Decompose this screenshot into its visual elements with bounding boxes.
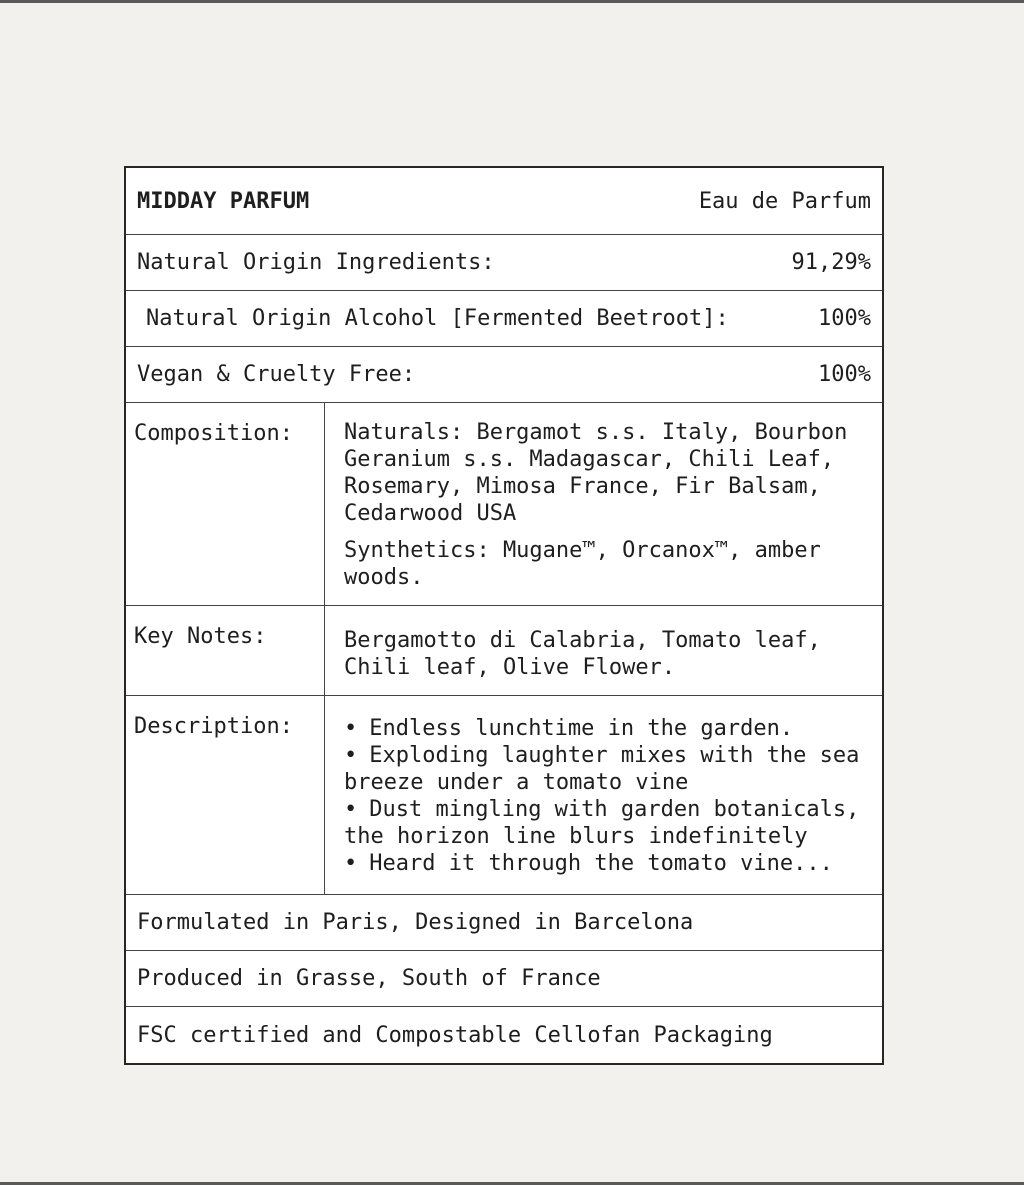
description-bullet-line <box>344 850 874 877</box>
product-info-table <box>124 166 884 1065</box>
stat-label: Vegan & Cruelty Free: <box>137 362 416 387</box>
footer-text: Produced in Grasse, South of France <box>137 966 601 991</box>
bullet-text: Dust mingling with garden botanicals, the horizon line blurs indefinitely <box>344 797 860 849</box>
description-bullet-line <box>344 715 874 742</box>
description-bullet-line <box>344 796 874 850</box>
footer-row-formulated <box>126 895 882 951</box>
key-notes-row <box>126 606 882 696</box>
product-type-label: Eau de Parfum <box>698 188 871 214</box>
composition-row <box>126 403 882 606</box>
bullet-text: Endless lunchtime in the garden. <box>369 716 794 741</box>
footer-text: FSC certified and Compostable Cellofan Packaging <box>137 1022 773 1048</box>
composition-content <box>325 403 882 605</box>
table-header-row <box>126 168 882 235</box>
bullet-text: Heard it through the tomato vine... <box>369 851 833 876</box>
bullet-text: Exploding laughter mixes with the sea breeze under a tomato vine <box>344 743 860 795</box>
stat-row-natural-origin-ingredients <box>126 235 882 291</box>
stat-value: 91,29% <box>791 250 871 275</box>
key-notes-label: Key Notes: <box>126 606 325 695</box>
stat-row-vegan-cruelty-free <box>126 347 882 403</box>
composition-synthetics-text: Synthetics: Mugane™, Orcanox™, amber woods. <box>344 538 821 590</box>
description-bullet-line <box>344 742 874 796</box>
footer-text: Formulated in Paris, Designed in Barcelona <box>137 910 694 935</box>
key-notes-content: Bergamotto di Calabria, Tomato leaf, Chili leaf, Olive Flower. <box>344 628 821 680</box>
bullet-icon: • <box>344 716 358 741</box>
stat-label: Natural Origin Alcohol [Fermented Beetroot]: <box>146 306 729 331</box>
stat-value: 100% <box>818 362 871 387</box>
composition-label: Composition: <box>126 403 325 605</box>
bullet-icon: • <box>344 851 358 876</box>
description-label: Description: <box>126 696 325 894</box>
description-content <box>325 696 882 894</box>
product-title: MIDDAY PARFUM <box>137 188 310 214</box>
stat-label: Natural Origin Ingredients: <box>137 250 495 275</box>
description-row <box>126 696 882 895</box>
stat-row-natural-origin-alcohol <box>126 291 882 347</box>
top-edge-strip <box>0 0 1024 3</box>
footer-row-produced <box>126 951 882 1007</box>
bullet-icon: • <box>344 797 358 822</box>
bullet-icon: • <box>344 743 358 768</box>
stat-value: 100% <box>818 306 871 331</box>
composition-naturals-text: Naturals: Bergamot s.s. Italy, Bourbon Geranium s.s. Madagascar, Chili Leaf, Rosemary, Mimosa France, Fir Balsam, Cedarwood USA <box>344 420 848 526</box>
footer-row-packaging <box>126 1007 882 1063</box>
